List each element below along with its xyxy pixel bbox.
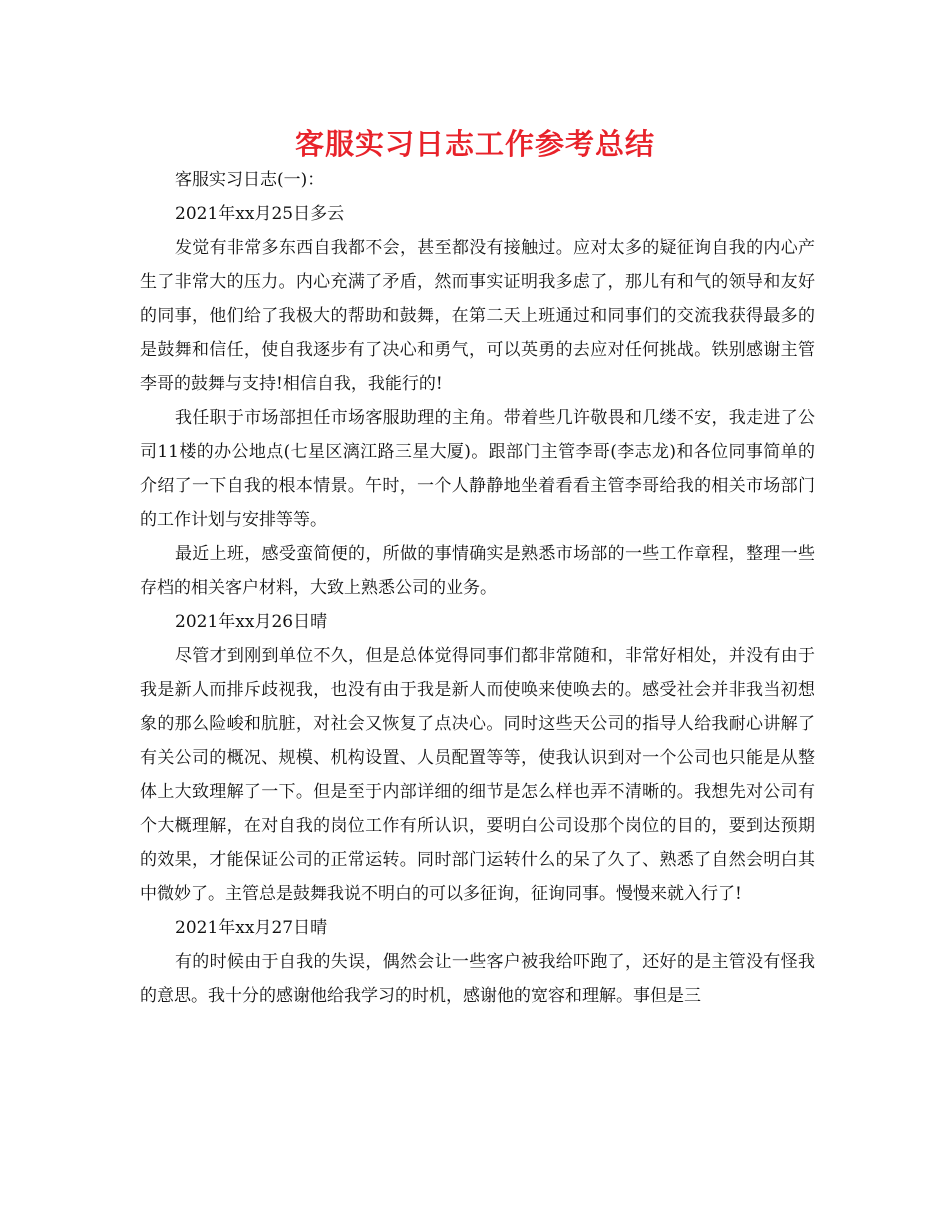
date-heading: 2021年xx月26日晴: [175, 612, 328, 632]
document-body: [140, 163, 815, 1013]
body-paragraph: 尽管才到刚到单位不久，但是总体觉得同事们都非常随和，非常好相处，并没有由于我是新人而排斥歧视我，也没有由于我是新人而使唤来使唤去的。感受社会并非我当初想象的那么险峻和肮脏，对社会又恢复了点决心。同时这些天公司的指导人给我耐心讲解了有关公司的概况、规模、机构设置、人员配置等等，使我认识到对一个公司也只能是从整体上大致理解了一下。但是至于内部详细的细节是怎么样也弄不清晰的。我想先对公司有个大概理解，在对自我的岗位工作有所认识，要明白公司设那个岗位的目的，要到达预期的效果，才能保证公司的正常运转。同时部门运转什么的呆了久了、熟悉了自然会明白其中微妙了。主管总是鼓舞我说不明白的可以多征询，征询同事。慢慢来就入行了!: [140, 646, 815, 904]
body-paragraph: 发觉有非常多东西自我都不会，甚至都没有接触过。应对太多的疑征询自我的内心产生了非常大的压力。内心充满了矛盾，然而事实证明我多虑了，那儿有和气的领导和友好的同事，他们给了我极大的帮助和鼓舞，在第二天上班通过和同事们的交流我获得最多的是鼓舞和信任，使自我逐步有了决心和勇气，可以英勇的去应对任何挑战。铁别感谢主管李哥的鼓舞与支持!相信自我，我能行的!: [140, 238, 815, 394]
section-heading: 客服实习日志(一)：: [175, 170, 325, 190]
body-paragraph: 最近上班，感受蛮简便的，所做的事情确实是熟悉市场部的一些工作章程，整理一些存档的相关客户材料，大致上熟悉公司的业务。: [140, 544, 815, 598]
date-heading: 2021年xx月25日多云: [175, 204, 345, 224]
date-heading: 2021年xx月27日晴: [175, 918, 328, 938]
body-paragraph: 有的时候由于自我的失误，偶然会让一些客户被我给吓跑了，还好的是主管没有怪我的意思。我十分的感谢他给我学习的时机，感谢他的宽容和理解。事但是三: [140, 952, 815, 1006]
body-paragraph: 我任职于市场部担任市场客服助理的主角。带着些几许敬畏和几缕不安，我走进了公司11楼的办公地点(七星区漓江路三星大厦)。跟部门主管李哥(李志龙)和各位同事简单的介绍了一下自我的根本情景。午时，一个人静静地坐着看看主管李哥给我的相关市场部门的工作计划与安排等等。: [140, 408, 815, 530]
document-title: 客服实习日志工作参考总结: [294, 127, 655, 161]
